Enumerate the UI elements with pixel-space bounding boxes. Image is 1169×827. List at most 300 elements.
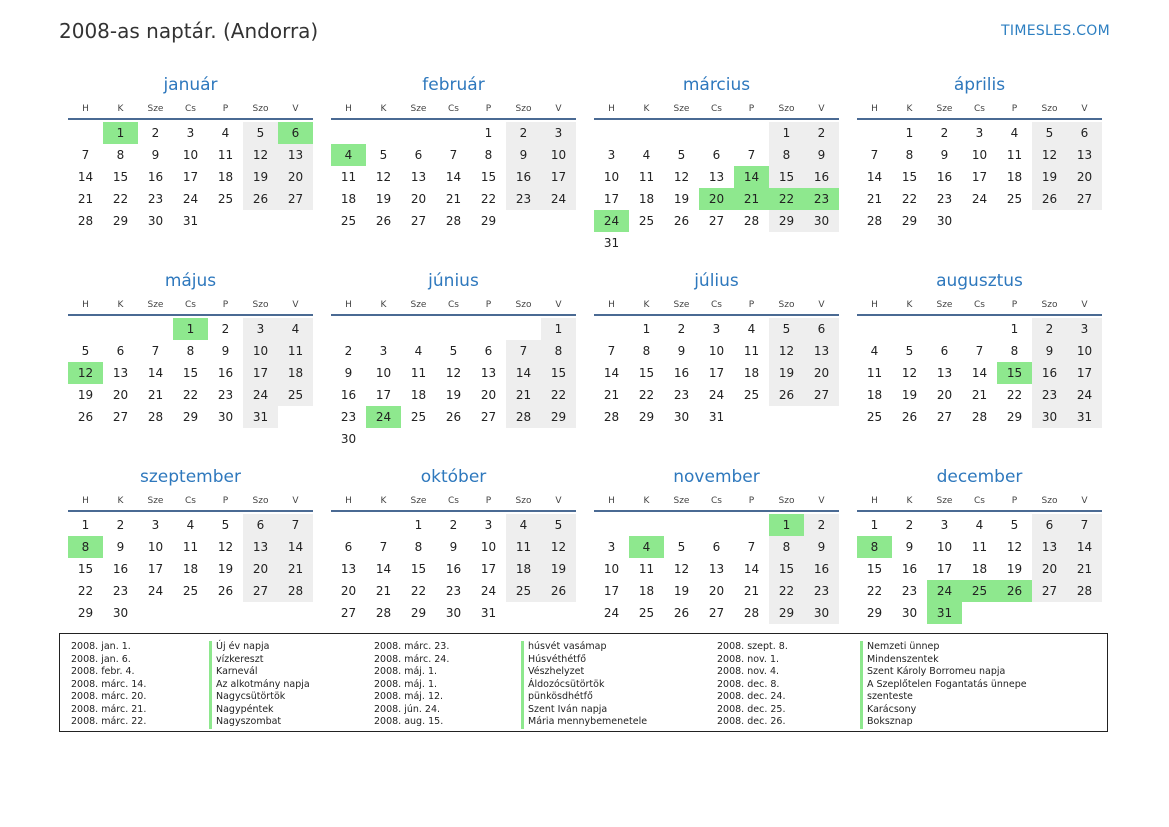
day-cell: 29 [541, 406, 576, 428]
weekday-label: Szo [778, 104, 795, 114]
empty-cell [594, 318, 629, 340]
day-cell: 18 [743, 366, 760, 380]
day-cell: 20 [340, 584, 357, 598]
weekday-label: H [345, 300, 352, 310]
day-cell: 27 [340, 606, 357, 620]
empty-cell [594, 514, 629, 536]
weekday-label: K [906, 496, 913, 506]
month-calendar [857, 464, 1102, 634]
day-cell: 22 [1006, 388, 1023, 402]
day-cell: 10 [243, 340, 278, 362]
day-cell: 17 [936, 562, 953, 576]
day-cell: 26 [445, 410, 462, 424]
holiday-day-cell: 8 [68, 536, 103, 558]
day-cell: 10 [541, 144, 576, 166]
day-cell: 21 [1067, 558, 1102, 580]
day-cell: 31 [480, 606, 497, 620]
day-cell: 26 [769, 384, 804, 406]
day-cell: 21 [743, 584, 760, 598]
day-cell: 6 [1032, 514, 1067, 536]
day-cell: 11 [182, 540, 199, 554]
empty-cell [436, 122, 471, 144]
brand-link[interactable]: TIMESLES.COM [1001, 23, 1110, 39]
day-cell: 7 [1067, 514, 1102, 536]
day-cell: 31 [708, 410, 725, 424]
day-cell: 10 [971, 148, 988, 162]
day-cell: 4 [747, 322, 756, 336]
day-cell: 13 [278, 144, 313, 166]
day-cell: 15 [769, 166, 804, 188]
day-cell: 12 [445, 366, 462, 380]
weekday-label: P [485, 496, 492, 506]
empty-cell [892, 318, 927, 340]
day-cell: 25 [638, 214, 655, 228]
page-title: 2008-as naptár. (Andorra) [59, 19, 319, 43]
day-grid [331, 318, 576, 450]
empty-cell [68, 318, 103, 340]
day-cell: 12 [673, 562, 690, 576]
day-cell: 9 [1032, 340, 1067, 362]
day-cell: 19 [217, 562, 234, 576]
day-cell: 1 [541, 318, 576, 340]
weekday-label: Szo [1041, 104, 1058, 114]
weekday-header [331, 294, 576, 316]
day-cell: 2 [804, 514, 839, 536]
day-grid [68, 122, 313, 232]
legend-date: 2008. márc. 23. [374, 641, 450, 652]
day-cell: 29 [480, 214, 497, 228]
day-cell: 11 [1006, 148, 1023, 162]
weekday-label: H [608, 300, 615, 310]
weekday-label: K [380, 496, 387, 506]
day-cell: 9 [804, 144, 839, 166]
day-cell: 8 [414, 540, 423, 554]
day-cell: 2 [677, 322, 686, 336]
day-cell: 29 [638, 410, 655, 424]
day-cell: 25 [638, 606, 655, 620]
legend-holiday-name: Nagypéntek [216, 703, 274, 715]
day-grid [857, 514, 1102, 624]
day-cell: 19 [243, 166, 278, 188]
day-cell: 16 [673, 366, 690, 380]
day-cell: 20 [804, 362, 839, 384]
day-cell: 1 [1010, 322, 1019, 336]
empty-cell [857, 122, 892, 144]
day-cell: 3 [607, 148, 616, 162]
day-cell: 3 [975, 126, 984, 140]
day-cell: 18 [638, 584, 655, 598]
weekday-label: V [292, 104, 299, 114]
month-name: január [163, 75, 218, 95]
day-cell: 7 [607, 344, 616, 358]
day-cell: 24 [182, 192, 199, 206]
weekday-label: Szo [252, 104, 269, 114]
day-cell: 26 [673, 214, 690, 228]
day-cell: 5 [221, 518, 230, 532]
weekday-label: Szo [515, 104, 532, 114]
holiday-day-cell: 23 [804, 188, 839, 210]
day-cell: 27 [243, 580, 278, 602]
day-cell: 11 [217, 148, 234, 162]
day-cell: 24 [603, 606, 620, 620]
day-cell: 11 [743, 344, 760, 358]
day-cell: 1 [414, 518, 423, 532]
month-name: május [164, 271, 217, 291]
day-cell: 2 [506, 122, 541, 144]
day-cell: 13 [936, 366, 953, 380]
day-cell: 25 [506, 580, 541, 602]
weekday-label: K [643, 300, 650, 310]
day-cell: 23 [147, 192, 164, 206]
weekday-label: K [380, 300, 387, 310]
day-cell: 17 [603, 192, 620, 206]
day-cell: 14 [866, 170, 883, 184]
day-cell: 15 [638, 366, 655, 380]
day-cell: 6 [243, 514, 278, 536]
day-cell: 12 [541, 536, 576, 558]
holiday-day-cell: 8 [857, 536, 892, 558]
day-cell: 18 [340, 192, 357, 206]
weekday-label: V [555, 300, 562, 310]
day-cell: 9 [151, 148, 160, 162]
holiday-day-cell: 1 [769, 514, 804, 536]
day-cell: 25 [278, 384, 313, 406]
empty-cell [962, 318, 997, 340]
weekday-label: Cs [448, 496, 459, 506]
day-cell: 4 [1010, 126, 1019, 140]
day-cell: 17 [480, 562, 497, 576]
weekday-header [68, 98, 313, 120]
day-cell: 3 [541, 122, 576, 144]
day-cell: 14 [603, 366, 620, 380]
day-cell: 2 [116, 518, 125, 532]
day-cell: 7 [81, 148, 90, 162]
day-cell: 7 [449, 148, 458, 162]
empty-cell [699, 122, 734, 144]
day-cell: 6 [344, 540, 353, 554]
day-cell: 12 [375, 170, 392, 184]
weekday-label: Cs [711, 300, 722, 310]
day-cell: 27 [936, 410, 953, 424]
weekday-label: K [117, 496, 124, 506]
weekday-label: Sze [147, 104, 164, 114]
day-cell: 29 [410, 606, 427, 620]
weekday-header [857, 294, 1102, 316]
day-cell: 9 [221, 344, 230, 358]
weekday-label: P [222, 104, 229, 114]
empty-cell [401, 122, 436, 144]
day-cell: 11 [638, 562, 655, 576]
legend-date-column [717, 641, 788, 729]
day-cell: 30 [1032, 406, 1067, 428]
weekday-label: Cs [448, 300, 459, 310]
weekday-label: V [1081, 300, 1088, 310]
weekday-label: K [380, 104, 387, 114]
day-cell: 10 [603, 170, 620, 184]
weekday-header [594, 294, 839, 316]
holiday-day-cell: 24 [366, 406, 401, 428]
legend-date: 2008. aug. 15. [374, 716, 444, 727]
weekday-header [331, 98, 576, 120]
day-cell: 21 [375, 584, 392, 598]
day-cell: 14 [278, 536, 313, 558]
day-cell: 1 [484, 126, 493, 140]
day-cell: 30 [445, 606, 462, 620]
day-cell: 25 [743, 388, 760, 402]
legend-name-column [521, 641, 647, 729]
day-cell: 4 [186, 518, 195, 532]
day-cell: 5 [541, 514, 576, 536]
empty-cell [366, 122, 401, 144]
weekday-header [857, 98, 1102, 120]
day-cell: 27 [410, 214, 427, 228]
weekday-label: K [906, 104, 913, 114]
month-calendar [594, 464, 839, 634]
day-cell: 30 [673, 410, 690, 424]
weekday-label: K [117, 300, 124, 310]
weekday-label: Szo [252, 300, 269, 310]
day-cell: 26 [673, 606, 690, 620]
day-cell: 22 [410, 584, 427, 598]
empty-cell [471, 318, 506, 340]
day-cell: 13 [1067, 144, 1102, 166]
day-cell: 12 [243, 144, 278, 166]
day-cell: 9 [116, 540, 125, 554]
day-cell: 26 [1032, 188, 1067, 210]
legend-date: 2008. nov. 4. [717, 666, 780, 677]
legend-name-column [209, 641, 310, 729]
day-cell: 31 [182, 214, 199, 228]
day-cell: 5 [81, 344, 90, 358]
day-cell: 11 [278, 340, 313, 362]
day-cell: 18 [506, 558, 541, 580]
day-cell: 13 [243, 536, 278, 558]
day-cell: 6 [1067, 122, 1102, 144]
day-cell: 21 [506, 384, 541, 406]
legend-date: 2008. dec. 26. [717, 716, 786, 727]
day-cell: 27 [708, 606, 725, 620]
legend-date: 2008. máj. 1. [374, 666, 438, 677]
legend-date: 2008. márc. 14. [71, 678, 147, 690]
month-calendar [857, 268, 1102, 464]
day-cell: 1 [81, 518, 90, 532]
day-cell: 11 [638, 170, 655, 184]
day-cell: 21 [77, 192, 94, 206]
weekday-label: Cs [185, 496, 196, 506]
weekday-label: V [292, 496, 299, 506]
day-cell: 20 [278, 166, 313, 188]
day-cell: 27 [1032, 580, 1067, 602]
weekday-label: V [818, 104, 825, 114]
day-cell: 16 [506, 166, 541, 188]
day-cell: 10 [480, 540, 497, 554]
weekday-header [594, 490, 839, 512]
day-cell: 29 [112, 214, 129, 228]
weekday-label: Cs [974, 104, 985, 114]
weekday-label: H [345, 104, 352, 114]
day-cell: 1 [642, 322, 651, 336]
day-cell: 12 [217, 540, 234, 554]
weekday-label: Szo [1041, 300, 1058, 310]
day-cell: 2 [804, 122, 839, 144]
day-cell: 1 [905, 126, 914, 140]
holiday-day-cell: 6 [278, 122, 313, 144]
day-cell: 22 [638, 388, 655, 402]
month-calendar [68, 464, 313, 634]
day-cell: 23 [217, 388, 234, 402]
legend-holiday-name: Nagycsütörtök [216, 691, 286, 702]
day-cell: 23 [112, 584, 129, 598]
weekday-label: Cs [448, 104, 459, 114]
day-cell: 21 [445, 192, 462, 206]
day-cell: 17 [603, 584, 620, 598]
day-cell: 16 [901, 562, 918, 576]
day-cell: 2 [221, 322, 230, 336]
day-cell: 3 [484, 518, 493, 532]
month-calendar [331, 268, 576, 464]
day-cell: 29 [901, 214, 918, 228]
empty-cell [331, 122, 366, 144]
weekday-label: K [643, 104, 650, 114]
day-cell: 13 [112, 366, 129, 380]
day-cell: 5 [379, 148, 388, 162]
day-cell: 9 [905, 540, 914, 554]
day-cell: 20 [243, 558, 278, 580]
day-cell: 9 [449, 540, 458, 554]
day-cell: 4 [870, 344, 879, 358]
day-cell: 5 [1032, 122, 1067, 144]
day-grid [857, 318, 1102, 428]
day-cell: 28 [971, 410, 988, 424]
day-cell: 19 [673, 584, 690, 598]
day-cell: 19 [901, 388, 918, 402]
day-cell: 30 [936, 214, 953, 228]
day-cell: 16 [936, 170, 953, 184]
day-cell: 12 [1006, 540, 1023, 554]
day-cell: 14 [506, 362, 541, 384]
weekday-label: P [222, 300, 229, 310]
empty-cell [927, 318, 962, 340]
holiday-day-cell: 14 [734, 166, 769, 188]
day-cell: 2 [151, 126, 160, 140]
day-cell: 19 [541, 558, 576, 580]
day-cell: 4 [414, 344, 423, 358]
day-cell: 14 [375, 562, 392, 576]
day-grid [331, 122, 576, 232]
weekday-label: H [82, 496, 89, 506]
empty-cell [331, 318, 366, 340]
day-cell: 25 [410, 410, 427, 424]
day-cell: 27 [112, 410, 129, 424]
day-cell: 3 [186, 126, 195, 140]
day-cell: 30 [340, 432, 357, 446]
day-cell: 2 [940, 126, 949, 140]
day-cell: 11 [410, 366, 427, 380]
day-cell: 24 [243, 384, 278, 406]
weekday-label: Szo [1041, 496, 1058, 506]
weekday-label: Sze [936, 300, 953, 310]
legend-date: 2008. márc. 20. [71, 691, 147, 702]
month-name: április [953, 75, 1006, 95]
day-cell: 23 [445, 584, 462, 598]
day-cell: 19 [1032, 166, 1067, 188]
legend-holiday-name: Mindenszentek [867, 653, 939, 665]
day-cell: 20 [1032, 558, 1067, 580]
empty-cell [594, 122, 629, 144]
day-cell: 2 [1032, 318, 1067, 340]
weekday-label: Cs [974, 300, 985, 310]
day-cell: 14 [1067, 536, 1102, 558]
day-cell: 14 [743, 562, 760, 576]
day-cell: 12 [769, 340, 804, 362]
day-cell: 13 [410, 170, 427, 184]
day-cell: 29 [769, 210, 804, 232]
day-cell: 5 [677, 148, 686, 162]
day-cell: 8 [642, 344, 651, 358]
weekday-label: P [1011, 300, 1018, 310]
empty-cell [506, 318, 541, 340]
day-cell: 10 [708, 344, 725, 358]
day-cell: 22 [866, 584, 883, 598]
day-cell: 17 [243, 362, 278, 384]
day-cell: 16 [147, 170, 164, 184]
legend-date: 2008. jún. 24. [374, 703, 441, 715]
day-cell: 16 [804, 558, 839, 580]
day-cell: 13 [1032, 536, 1067, 558]
weekday-label: Cs [185, 104, 196, 114]
legend-holiday-name: Mária mennybemenetele [528, 716, 648, 727]
weekday-label: Sze [673, 300, 690, 310]
day-cell: 30 [112, 606, 129, 620]
weekday-label: Szo [252, 496, 269, 506]
weekday-label: V [1081, 104, 1088, 114]
day-cell: 4 [642, 148, 651, 162]
day-cell: 26 [243, 188, 278, 210]
day-cell: 23 [804, 580, 839, 602]
day-cell: 13 [708, 170, 725, 184]
holiday-day-cell: 31 [927, 602, 962, 624]
legend-date-column [374, 641, 449, 729]
day-cell: 28 [866, 214, 883, 228]
day-cell: 27 [1067, 188, 1102, 210]
empty-cell [103, 318, 138, 340]
day-cell: 6 [804, 318, 839, 340]
weekday-label: V [818, 496, 825, 506]
day-cell: 14 [77, 170, 94, 184]
day-cell: 5 [243, 122, 278, 144]
day-cell: 6 [712, 540, 721, 554]
day-cell: 20 [112, 388, 129, 402]
day-cell: 19 [1006, 562, 1023, 576]
empty-cell [857, 318, 892, 340]
day-cell: 28 [375, 606, 392, 620]
day-cell: 17 [375, 388, 392, 402]
empty-cell [401, 318, 436, 340]
weekday-label: Sze [147, 300, 164, 310]
day-cell: 20 [936, 388, 953, 402]
weekday-label: H [871, 104, 878, 114]
weekday-label: Sze [147, 496, 164, 506]
day-cell: 5 [905, 344, 914, 358]
day-cell: 19 [769, 362, 804, 384]
empty-cell [68, 122, 103, 144]
day-cell: 8 [186, 344, 195, 358]
day-cell: 3 [1067, 318, 1102, 340]
day-cell: 23 [340, 410, 357, 424]
day-cell: 2 [344, 344, 353, 358]
day-cell: 18 [1006, 170, 1023, 184]
weekday-label: P [1011, 104, 1018, 114]
